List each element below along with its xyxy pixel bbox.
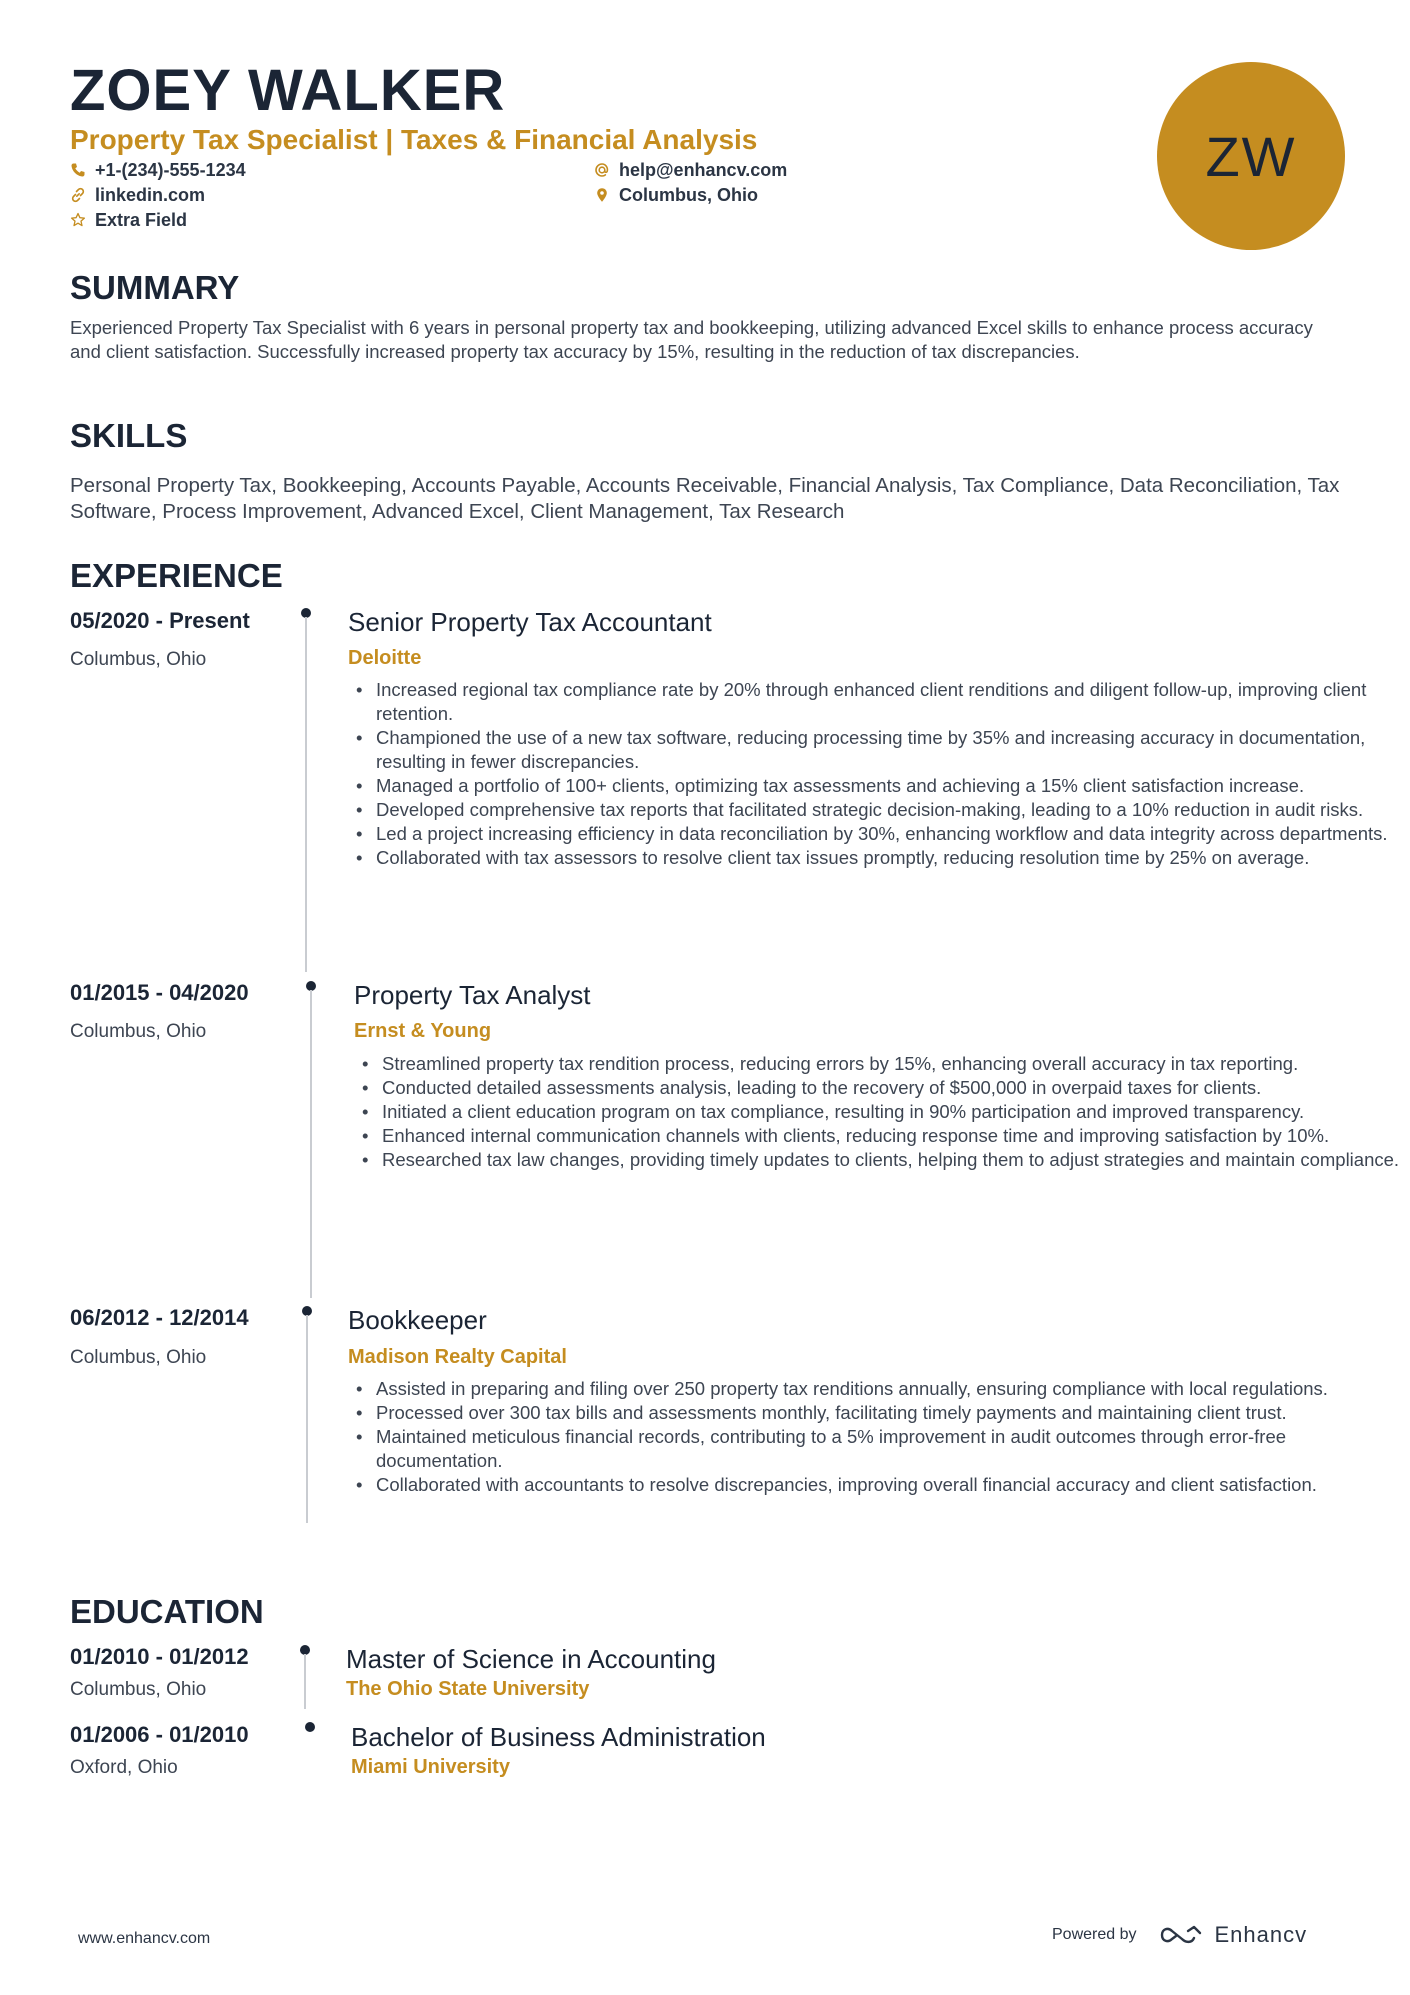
list-item: • Initiated a client education program on tax compliance, resulting in 90% participation and improved transparency. xyxy=(382,1100,1410,1124)
contact-extra xyxy=(70,208,187,232)
contact-phone[interactable] xyxy=(70,158,246,182)
list-item: • Collaborated with accountants to resolve discrepancies, improving overall financial accuracy and client satisfaction. xyxy=(376,1473,1410,1497)
candidate-title: Property Tax Specialist | Taxes & Financial Analysis xyxy=(70,124,758,155)
at-icon xyxy=(594,162,610,178)
education-dates: 01/2010 - 01/2012 xyxy=(70,1644,249,1669)
education-school: The Ohio State University xyxy=(346,1678,590,1700)
summary-text: Experienced Property Tax Specialist with 6 years in personal property tax and bookkeeping, utilizing advanced Excel skills to enhance process accuracy and client satisfaction. Successfully increased property tax accuracy by 15%, resulting in the reduction of tax discrepancies. xyxy=(70,317,1313,362)
skills-text: Personal Property Tax, Bookkeeping, Accounts Payable, Accounts Receivable, Financial Analysis, Tax Compliance, Data Reconciliation, Tax Software, Process Improvement, Advanced Excel, Client Management, Tax Research xyxy=(70,474,1340,523)
list-item: • Championed the use of a new tax software, reducing processing time by 35% and increasing accuracy in documentation, resulting in fewer discrepancies. xyxy=(376,726,1410,774)
education-location: Oxford, Ohio xyxy=(70,1757,178,1778)
timeline-line xyxy=(304,1654,306,1709)
list-item: • Led a project increasing efficiency in data reconciliation by 30%, enhancing workflow and data integrity across departments. xyxy=(376,822,1410,846)
summary-heading: SUMMARY xyxy=(70,269,240,306)
job-company: Madison Realty Capital xyxy=(348,1346,567,1368)
job-bullets xyxy=(348,1377,1410,1497)
education-dates: 01/2006 - 01/2010 xyxy=(70,1722,249,1747)
star-icon xyxy=(70,212,86,228)
skills-heading: SKILLS xyxy=(70,417,188,454)
job-role: Bookkeeper xyxy=(348,1305,487,1335)
avatar xyxy=(1157,62,1345,250)
contact-location xyxy=(594,183,758,207)
experience-heading: EXPERIENCE xyxy=(70,557,283,594)
list-item: • Assisted in preparing and filing over 250 property tax renditions annually, ensuring compliance with local regulations. xyxy=(376,1377,1410,1401)
job-location: Columbus, Ohio xyxy=(70,1021,207,1042)
enhancv-logo-icon xyxy=(1159,1922,1205,1948)
list-item: • Processed over 300 tax bills and assessments monthly, facilitating timely payments and maintaining client trust. xyxy=(376,1401,1410,1425)
list-item: • Collaborated with tax assessors to resolve client tax issues promptly, reducing resolution time by 25% on average. xyxy=(376,846,1410,870)
location-pin-icon xyxy=(594,187,610,203)
enhancv-brand-text: Enhancv xyxy=(1214,1922,1308,1947)
job-bullets xyxy=(354,1052,1410,1172)
list-item: • Managed a portfolio of 100+ clients, optimizing tax assessments and achieving a 15% client satisfaction increase. xyxy=(376,774,1410,798)
candidate-name: ZOEY WALKER xyxy=(70,58,506,123)
contact-linkedin[interactable] xyxy=(70,183,205,207)
list-item: • Streamlined property tax rendition process, reducing errors by 15%, enhancing overall accuracy in tax reporting. xyxy=(382,1052,1410,1076)
job-location: Columbus, Ohio xyxy=(70,649,207,670)
linkedin-text: linkedin.com xyxy=(95,185,206,205)
job-dates: 05/2020 - Present xyxy=(70,608,250,633)
email-text: help@enhancv.com xyxy=(619,160,788,180)
link-icon xyxy=(70,187,86,203)
list-item: • Increased regional tax compliance rate by 20% through enhanced client renditions and diligent follow-up, improving client retention. xyxy=(376,678,1410,726)
job-company: Ernst & Young xyxy=(354,1020,492,1042)
timeline-dot xyxy=(305,1722,315,1732)
footer-website[interactable]: www.enhancv.com xyxy=(78,1930,211,1947)
extra-field-text: Extra Field xyxy=(95,210,188,230)
powered-by-text: Powered by xyxy=(1052,1926,1137,1943)
phone-text: +1-(234)-555-1234 xyxy=(95,160,246,180)
phone-icon xyxy=(70,162,86,178)
job-role: Property Tax Analyst xyxy=(354,980,591,1010)
list-item: • Researched tax law changes, providing timely updates to clients, helping them to adjust strategies and maintain compliance. xyxy=(382,1148,1410,1172)
location-text: Columbus, Ohio xyxy=(619,185,758,205)
list-item: • Conducted detailed assessments analysis, leading to the recovery of $500,000 in overpaid taxes for clients. xyxy=(382,1076,1410,1100)
timeline-line xyxy=(310,990,312,1298)
list-item: • Maintained meticulous financial records, contributing to a 5% improvement in audit outcomes through error-free documentation. xyxy=(376,1425,1410,1473)
avatar-initials: ZW xyxy=(1205,124,1297,188)
job-role: Senior Property Tax Accountant xyxy=(348,607,712,637)
footer-branding xyxy=(1052,1922,1307,1948)
contact-email[interactable] xyxy=(594,158,787,182)
list-item: • Developed comprehensive tax reports that facilitated strategic decision-making, leading to a 10% reduction in audit risks. xyxy=(376,798,1410,822)
education-degree: Bachelor of Business Administration xyxy=(351,1722,766,1752)
job-dates: 01/2015 - 04/2020 xyxy=(70,980,249,1005)
timeline-line xyxy=(306,1315,308,1523)
education-heading: EDUCATION xyxy=(70,1593,264,1630)
education-degree: Master of Science in Accounting xyxy=(346,1644,716,1674)
job-bullets xyxy=(348,678,1410,870)
education-school: Miami University xyxy=(351,1756,510,1778)
list-item: • Enhanced internal communication channels with clients, reducing response time and improving satisfaction by 10%. xyxy=(382,1124,1410,1148)
job-company: Deloitte xyxy=(348,647,422,669)
education-location: Columbus, Ohio xyxy=(70,1679,207,1700)
job-dates: 06/2012 - 12/2014 xyxy=(70,1305,249,1330)
timeline-line xyxy=(305,617,307,972)
job-location: Columbus, Ohio xyxy=(70,1347,207,1368)
